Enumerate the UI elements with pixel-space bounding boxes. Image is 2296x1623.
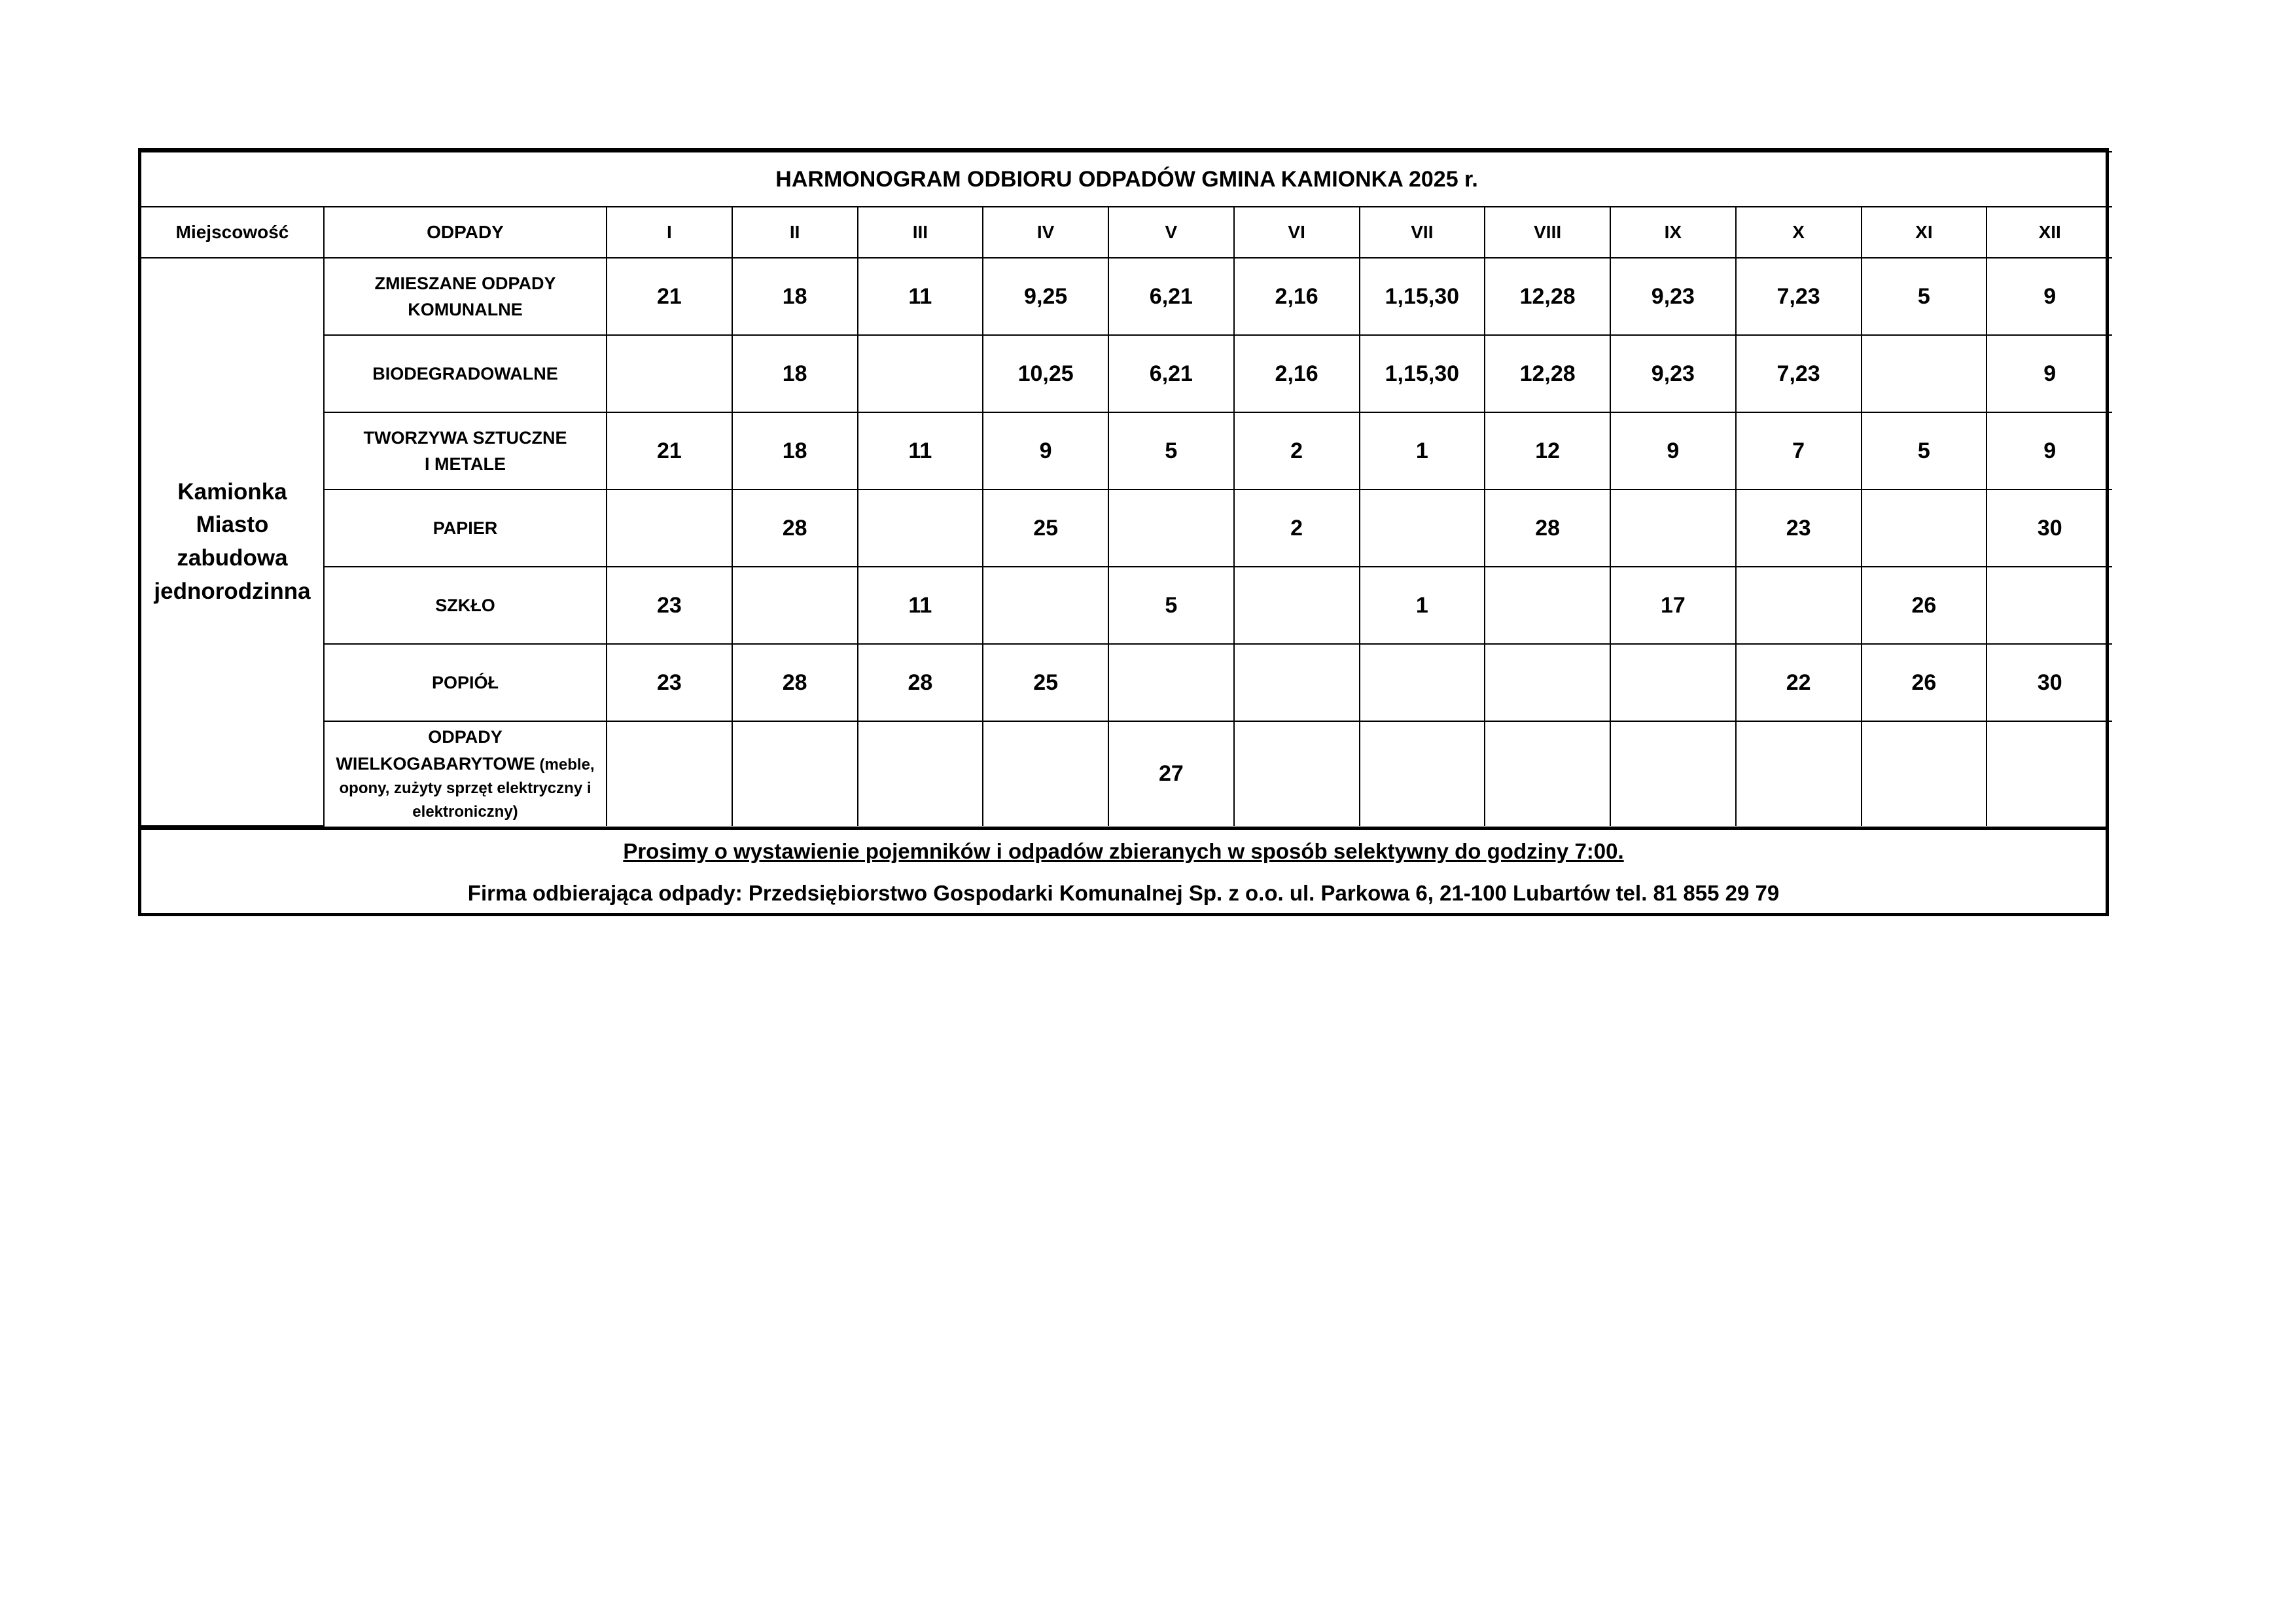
date-cell: 6,21 (1108, 335, 1234, 412)
date-cell: 9 (1610, 412, 1736, 490)
date-cell: 28 (1485, 490, 1610, 567)
date-cell: 9 (1987, 258, 2112, 335)
waste-type-label: TWORZYWA SZTUCZNE (363, 427, 567, 448)
header-month-10: X (1736, 207, 1862, 258)
header-month-6: VI (1234, 207, 1360, 258)
schedule-title: HARMONOGRAM ODBIORU ODPADÓW GMINA KAMIONKA 2025 r. (141, 152, 2112, 207)
date-cell (1987, 567, 2112, 644)
date-cell: 5 (1862, 258, 1987, 335)
date-cell: 9,25 (983, 258, 1108, 335)
header-month-5: V (1108, 207, 1234, 258)
date-cell: 9 (983, 412, 1108, 490)
waste-type-label: SZKŁO (435, 595, 495, 615)
date-cell: 30 (1987, 644, 2112, 721)
date-cell (1610, 644, 1736, 721)
date-cell (1485, 721, 1610, 826)
date-cell (1736, 721, 1862, 826)
date-cell (858, 335, 983, 412)
date-cell (1360, 721, 1485, 826)
table-row (141, 567, 2112, 644)
header-month-12: XII (1987, 207, 2112, 258)
date-cell: 10,25 (983, 335, 1108, 412)
table-row (141, 721, 2112, 826)
date-cell (983, 567, 1108, 644)
place-line: Kamionka (177, 478, 287, 505)
footer-note: Prosimy o wystawienie pojemników i odpadów zbieranych w sposób selektywny do godziny 7:00. (623, 839, 1624, 863)
waste-type-note: elektroniczny) (412, 803, 518, 821)
waste-type-label: WIELKOGABARYTOWE (336, 753, 535, 774)
date-cell: 21 (607, 258, 732, 335)
waste-type-cell (324, 490, 607, 567)
header-place: Miejscowość (141, 207, 324, 258)
date-cell: 28 (858, 644, 983, 721)
date-cell: 2,16 (1234, 335, 1360, 412)
date-cell (732, 567, 858, 644)
waste-type-note: opony, zużyty sprzęt elektryczny i (339, 779, 592, 797)
date-cell (1485, 567, 1610, 644)
date-cell: 27 (1108, 721, 1234, 826)
waste-type-cell (324, 412, 607, 490)
table-row (141, 490, 2112, 567)
date-cell (1862, 721, 1987, 826)
header-month-8: VIII (1485, 207, 1610, 258)
date-cell (983, 721, 1108, 826)
date-cell: 26 (1862, 567, 1987, 644)
date-cell: 1 (1360, 567, 1485, 644)
date-cell (1862, 490, 1987, 567)
place-cell (141, 258, 324, 826)
table-row (141, 644, 2112, 721)
waste-type-label: KOMUNALNE (408, 300, 523, 319)
table-row (141, 258, 2112, 335)
date-cell: 12,28 (1485, 258, 1610, 335)
date-cell (1108, 490, 1234, 567)
date-cell: 22 (1736, 644, 1862, 721)
date-cell: 25 (983, 490, 1108, 567)
date-cell (1360, 644, 1485, 721)
date-cell: 5 (1108, 567, 1234, 644)
date-cell (1736, 567, 1862, 644)
date-cell (607, 721, 732, 826)
date-cell: 1,15,30 (1360, 258, 1485, 335)
date-cell (1485, 644, 1610, 721)
place-line: Miasto (196, 512, 269, 538)
date-cell: 2 (1234, 490, 1360, 567)
place-line: zabudowa (177, 545, 288, 571)
header-month-2: II (732, 207, 858, 258)
waste-type-label: BIODEGRADOWALNE (372, 363, 558, 383)
header-month-11: XI (1862, 207, 1987, 258)
date-cell: 28 (732, 644, 858, 721)
date-cell: 9 (1987, 412, 2112, 490)
date-cell: 25 (983, 644, 1108, 721)
date-cell (607, 490, 732, 567)
date-cell (858, 490, 983, 567)
date-cell: 21 (607, 412, 732, 490)
date-cell: 7,23 (1736, 258, 1862, 335)
date-cell: 6,21 (1108, 258, 1234, 335)
waste-type-label: POPIÓŁ (431, 672, 499, 692)
date-cell: 9 (1987, 335, 2112, 412)
table-row (141, 335, 2112, 412)
table-row (141, 412, 2112, 490)
place-line: jednorodzinna (154, 578, 311, 604)
date-cell: 11 (858, 412, 983, 490)
date-cell (1987, 721, 2112, 826)
date-cell: 2 (1234, 412, 1360, 490)
date-cell: 11 (858, 567, 983, 644)
date-cell (1360, 490, 1485, 567)
date-cell: 1,15,30 (1360, 335, 1485, 412)
waste-type-cell (324, 644, 607, 721)
date-cell: 18 (732, 258, 858, 335)
date-cell (1234, 721, 1360, 826)
waste-type-cell (324, 721, 607, 826)
date-cell: 30 (1987, 490, 2112, 567)
date-cell: 9,23 (1610, 258, 1736, 335)
header-month-7: VII (1360, 207, 1485, 258)
date-cell: 23 (1736, 490, 1862, 567)
date-cell: 17 (1610, 567, 1736, 644)
date-cell (1234, 644, 1360, 721)
date-cell: 18 (732, 412, 858, 490)
date-cell (1610, 490, 1736, 567)
date-cell: 5 (1862, 412, 1987, 490)
header-month-1: I (607, 207, 732, 258)
header-month-9: IX (1610, 207, 1736, 258)
date-cell: 11 (858, 258, 983, 335)
header-month-3: III (858, 207, 983, 258)
date-cell: 23 (607, 567, 732, 644)
date-cell: 5 (1108, 412, 1234, 490)
date-cell: 9,23 (1610, 335, 1736, 412)
date-cell: 26 (1862, 644, 1987, 721)
date-cell (1610, 721, 1736, 826)
header-month-4: IV (983, 207, 1108, 258)
header-waste: ODPADY (324, 207, 607, 258)
date-cell (1862, 335, 1987, 412)
waste-type-note: (meble, (535, 755, 595, 774)
date-cell (732, 721, 858, 826)
waste-type-label: I METALE (425, 454, 506, 474)
date-cell (607, 335, 732, 412)
title-row (141, 152, 2112, 207)
date-cell (1108, 644, 1234, 721)
date-cell: 1 (1360, 412, 1485, 490)
footer (141, 827, 2106, 913)
date-cell: 7,23 (1736, 335, 1862, 412)
date-cell (1234, 567, 1360, 644)
date-cell (858, 721, 983, 826)
date-cell: 12,28 (1485, 335, 1610, 412)
date-cell: 28 (732, 490, 858, 567)
waste-type-cell (324, 567, 607, 644)
waste-type-cell (324, 258, 607, 335)
schedule-sheet (138, 148, 2109, 916)
date-cell: 12 (1485, 412, 1610, 490)
waste-type-label: PAPIER (433, 518, 498, 538)
waste-type-label: ZMIESZANE ODPADY (374, 273, 556, 293)
date-cell: 18 (732, 335, 858, 412)
waste-type-label-line (325, 751, 606, 777)
footer-company: Firma odbierająca odpady: Przedsiębiorstwo Gospodarki Komunalnej Sp. z o.o. ul. Parkowa 6, 21-100 Lubartów tel. 81 855 29 79 (467, 881, 1780, 905)
header-row (141, 207, 2112, 258)
waste-type-label: ODPADY (428, 727, 503, 747)
schedule-table (141, 151, 2112, 827)
waste-type-cell (324, 335, 607, 412)
date-cell: 23 (607, 644, 732, 721)
date-cell: 7 (1736, 412, 1862, 490)
date-cell: 2,16 (1234, 258, 1360, 335)
